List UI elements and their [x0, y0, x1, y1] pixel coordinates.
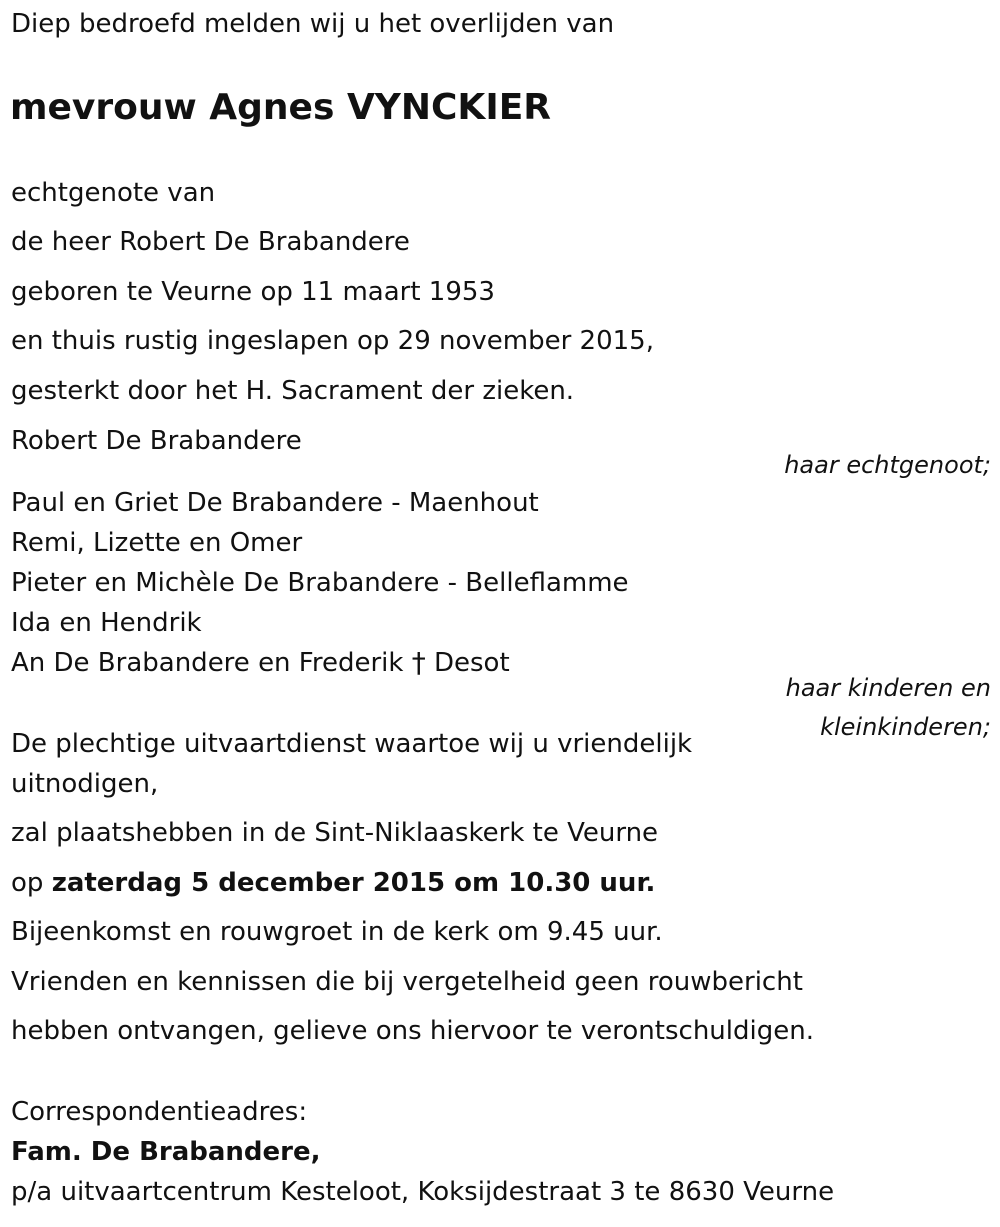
deceased-name: mevrouw Agnes VYNCKIER: [10, 87, 552, 128]
spouse-relation: haar echtgenoot;: [784, 451, 991, 479]
detail-birth: geboren te Veurne op 11 maart 1953: [11, 277, 495, 307]
funeral-date-prefix: op: [11, 868, 52, 898]
child-line: Ida en Hendrik: [11, 608, 202, 638]
apology-line2: hebben ontvangen, gelieve ons hiervoor te verontschuldigen.: [11, 1016, 814, 1046]
intro-text: Diep bedroefd melden wij u het overlijden van: [11, 9, 615, 39]
children-relation-line1: haar kinderen en: [785, 674, 991, 702]
child-line-last-before: An De Brabandere en Frederik: [11, 648, 404, 678]
correspondence-address: p/a uitvaartcentrum Kesteloot, Koksijdestraat 3 te 8630 Veurne: [11, 1177, 835, 1207]
apology-line1: Vrienden en kennissen die bij vergetelheid geen rouwbericht: [11, 967, 803, 997]
funeral-location: zal plaatshebben in de Sint-Niklaaskerk te Veurne: [11, 818, 659, 848]
detail-sacrament: gesterkt door het H. Sacrament der zieken.: [11, 376, 575, 406]
spouse-name: Robert De Brabandere: [11, 426, 302, 456]
children-relation-line2: kleinkinderen;: [820, 713, 991, 741]
funeral-gathering: Bijeenkomst en rouwgroet in de kerk om 9.45 uur.: [11, 917, 663, 947]
cross-icon: †: [411, 646, 426, 679]
child-line-last: [11, 647, 510, 679]
detail-death: en thuis rustig ingeslapen op 29 november 2015,: [11, 326, 654, 356]
correspondence-name: Fam. De Brabandere,: [11, 1137, 321, 1167]
funeral-date: [11, 867, 655, 899]
funeral-invite-line2: uitnodigen,: [11, 769, 159, 799]
child-line: Paul en Griet De Brabandere - Maenhout: [11, 488, 539, 518]
child-line: Remi, Lizette en Omer: [11, 528, 303, 558]
correspondence-label: Correspondentieadres:: [11, 1097, 308, 1127]
detail-spouse-name: de heer Robert De Brabandere: [11, 227, 410, 257]
child-line: Pieter en Michèle De Brabandere - Belleflamme: [11, 568, 629, 598]
detail-spouse-of: echtgenote van: [11, 178, 216, 208]
funeral-invite-line1: De plechtige uitvaartdienst waartoe wij u vriendelijk: [11, 729, 693, 759]
child-line-last-after: Desot: [425, 648, 510, 678]
funeral-date-bold: zaterdag 5 december 2015 om 10.30 uur.: [51, 868, 656, 898]
